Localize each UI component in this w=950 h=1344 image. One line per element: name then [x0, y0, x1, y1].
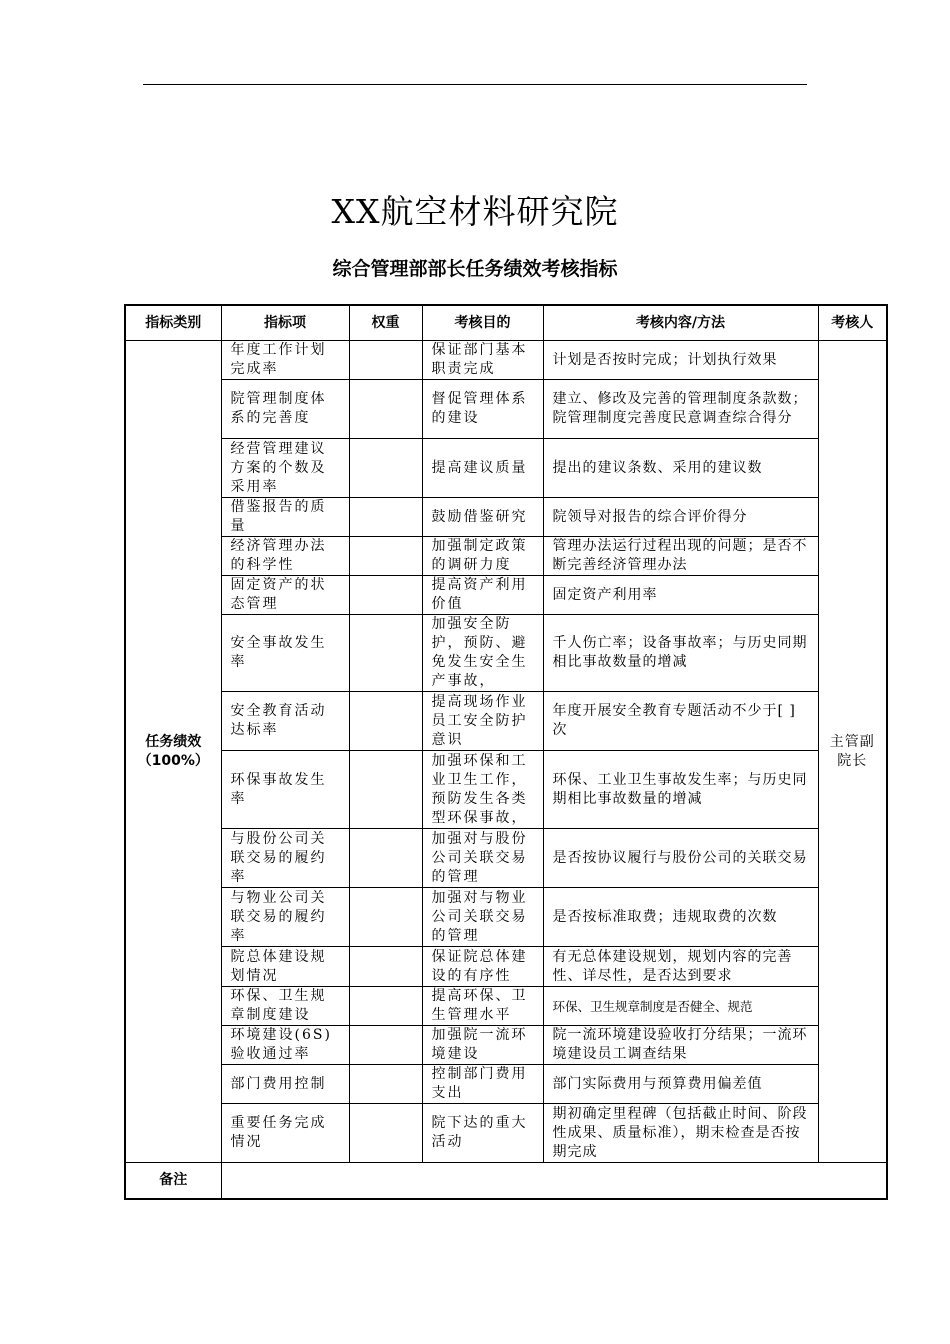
row-method: 环保、卫生规章制度是否健全、规范: [543, 987, 818, 1026]
header-item: 指标项: [221, 305, 349, 341]
row-weight: [349, 341, 422, 380]
row-method: 是否按协议履行与股份公司的关联交易: [543, 829, 818, 888]
row-method: 计划是否按时完成；计划执行效果: [543, 341, 818, 380]
row-item: 院管理制度体系的完善度: [221, 380, 349, 439]
category-weight: （100%）: [137, 752, 209, 769]
row-method: 院领导对报告的综合评价得分: [543, 498, 818, 537]
table-row: [125, 947, 887, 987]
table-row: [125, 439, 887, 498]
note-row: [125, 1163, 887, 1200]
row-method: 年度开展安全教育专题活动不少于[ ]次: [543, 692, 818, 751]
table-row: [125, 380, 887, 439]
table-row: [125, 1104, 887, 1163]
row-method: 有无总体建设规划，规划内容的完善性、详尽性，是否达到要求: [543, 947, 818, 987]
row-weight: [349, 987, 422, 1026]
table-row: [125, 888, 887, 947]
row-purpose: 加强对与股份公司关联交易的管理: [422, 829, 543, 888]
document-subtitle: 综合管理部部长任务绩效考核指标: [332, 258, 618, 280]
table-row: [125, 692, 887, 751]
header-row: [125, 305, 887, 341]
row-purpose: 提高现场作业员工安全防护意识: [422, 692, 543, 751]
header-method: 考核内容/方法: [543, 305, 818, 341]
row-weight: [349, 1026, 422, 1065]
row-weight: [349, 537, 422, 576]
performance-table: [124, 304, 888, 1200]
row-weight: [349, 1104, 422, 1163]
row-purpose: 提高建议质量: [422, 439, 543, 498]
row-item: 环境建设(6S)验收通过率: [221, 1026, 349, 1065]
row-purpose: 保证部门基本职责完成: [422, 341, 543, 380]
table-row: [125, 751, 887, 829]
row-item: 经济管理办法的科学性: [221, 537, 349, 576]
row-item: 与股份公司关联交易的履约率: [221, 829, 349, 888]
row-method: 千人伤亡率；设备事故率；与历史同期相比事故数量的增减: [543, 615, 818, 692]
row-weight: [349, 947, 422, 987]
table-row: [125, 498, 887, 537]
header-purpose: 考核目的: [422, 305, 543, 341]
table-row: [125, 537, 887, 576]
row-purpose: 控制部门费用支出: [422, 1065, 543, 1104]
row-weight: [349, 888, 422, 947]
row-weight: [349, 576, 422, 615]
row-item: 环保事故发生率: [221, 751, 349, 829]
row-item: 院总体建设规划情况: [221, 947, 349, 987]
row-purpose: 加强安全防护，预防、避免发生安全生产事故，: [422, 615, 543, 692]
row-method: 是否按标准取费；违规取费的次数: [543, 888, 818, 947]
header-assessor: 考核人: [818, 305, 887, 341]
row-purpose: 提高资产利用价值: [422, 576, 543, 615]
row-item: 安全教育活动达标率: [221, 692, 349, 751]
table-row: [125, 576, 887, 615]
row-method: 建立、修改及完善的管理制度条款数；院管理制度完善度民意调查综合得分: [543, 380, 818, 439]
assessor-cell: 主管副院长: [818, 341, 887, 1163]
row-purpose: 加强环保和工业卫生工作，预防发生各类型环保事故，: [422, 751, 543, 829]
table-row: [125, 341, 887, 380]
row-weight: [349, 439, 422, 498]
row-item: 部门费用控制: [221, 1065, 349, 1104]
row-weight: [349, 829, 422, 888]
table-row: [125, 829, 887, 888]
header-rule: [143, 84, 807, 85]
row-method: 部门实际费用与预算费用偏差值: [543, 1065, 818, 1104]
row-purpose: 督促管理体系的建设: [422, 380, 543, 439]
row-weight: [349, 692, 422, 751]
table-row: [125, 1065, 887, 1104]
row-weight: [349, 380, 422, 439]
document-title: XX航空材料研究院: [331, 192, 619, 231]
header-category: 指标类别: [125, 305, 221, 341]
category-label: 任务绩效: [145, 733, 202, 750]
row-purpose: 加强院一流环境建设: [422, 1026, 543, 1065]
row-item: 固定资产的状态管理: [221, 576, 349, 615]
row-method: 环保、工业卫生事故发生率；与历史同期相比事故数量的增减: [543, 751, 818, 829]
row-weight: [349, 615, 422, 692]
row-item: 经营管理建议方案的个数及采用率: [221, 439, 349, 498]
note-label: 备注: [125, 1163, 221, 1200]
table-row: [125, 1026, 887, 1065]
row-purpose: 保证院总体建设的有序性: [422, 947, 543, 987]
row-method: 期初确定里程碑（包括截止时间、阶段性成果、质量标准），期末检查是否按期完成: [543, 1104, 818, 1163]
row-item: 与物业公司关联交易的履约率: [221, 888, 349, 947]
row-method: 管理办法运行过程出现的问题；是否不断完善经济管理办法: [543, 537, 818, 576]
row-weight: [349, 498, 422, 537]
table-row: [125, 987, 887, 1026]
row-weight: [349, 751, 422, 829]
row-purpose: 加强制定政策的调研力度: [422, 537, 543, 576]
row-purpose: 加强对与物业公司关联交易的管理: [422, 888, 543, 947]
header-weight: 权重: [349, 305, 422, 341]
row-purpose: 院下达的重大活动: [422, 1104, 543, 1163]
row-method: 院一流环境建设验收打分结果；一流环境建设员工调查结果: [543, 1026, 818, 1065]
row-method: 提出的建议条数、采用的建议数: [543, 439, 818, 498]
row-weight: [349, 1065, 422, 1104]
row-item: 重要任务完成情况: [221, 1104, 349, 1163]
category-cell: [125, 341, 221, 1163]
row-item: 环保、卫生规章制度建设: [221, 987, 349, 1026]
row-purpose: 鼓励借鉴研究: [422, 498, 543, 537]
row-item: 年度工作计划完成率: [221, 341, 349, 380]
row-item: 借鉴报告的质量: [221, 498, 349, 537]
note-value: [221, 1163, 887, 1200]
row-purpose: 提高环保、卫生管理水平: [422, 987, 543, 1026]
table-row: [125, 615, 887, 692]
row-method: 固定资产利用率: [543, 576, 818, 615]
row-item: 安全事故发生率: [221, 615, 349, 692]
